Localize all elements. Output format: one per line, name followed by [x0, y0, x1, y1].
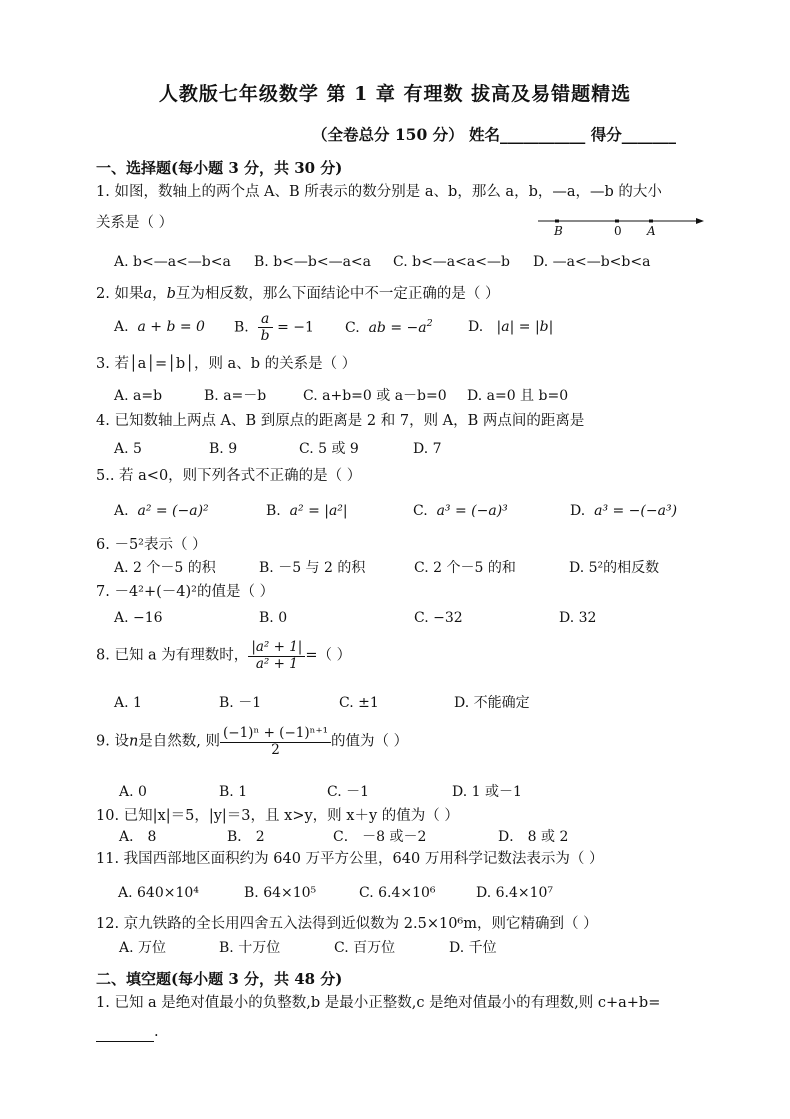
- q6-option-b: B. －5 与 2 的积: [259, 560, 366, 576]
- q8-stem: [96, 640, 351, 672]
- q9-stem-tail: 的值为（ ）: [331, 733, 409, 750]
- page-title: 人教版七年级数学 第 1 章 有理数 拔高及易错题精选: [158, 83, 632, 105]
- q10-option-b: B． 2: [227, 829, 265, 845]
- q5-option-c: [413, 503, 508, 519]
- q9-option-b: B. 1: [219, 784, 248, 800]
- q2-option-c-expr: ab = −a: [368, 320, 427, 336]
- q9-fraction-den: 2: [271, 741, 280, 758]
- q6-option-a: A. 2 个－5 的积: [114, 560, 216, 576]
- q1-option-c: C. b<—a<a<—b: [393, 254, 510, 270]
- number-line-figure: [538, 213, 704, 245]
- q10-option-a: A． 8: [119, 829, 157, 845]
- f1-answer-line: [96, 1024, 159, 1042]
- q1-option-a: A. b<—a<—b<a: [114, 254, 231, 270]
- q2-fraction-num: a: [258, 311, 273, 328]
- q5-option-d-expr: a³ = −(−a³): [594, 503, 678, 519]
- q2-option-b: [234, 311, 314, 344]
- q2-stem-comma: ，: [152, 286, 167, 302]
- q2-option-a: [114, 319, 205, 335]
- section-fill-header: 二、填空题(每小题 3 分，共 48 分): [96, 970, 343, 988]
- tick-b: [555, 220, 559, 223]
- q2-option-b-label: B.: [234, 319, 249, 336]
- q12-option-c: C. 百万位: [334, 940, 396, 956]
- q7-option-a: A. −16: [114, 610, 163, 626]
- q12-option-a: A. 万位: [119, 940, 167, 956]
- q6-stem: 6. －5²表示（ ）: [96, 537, 207, 553]
- tick-a: [649, 220, 653, 223]
- q8-fraction: [248, 640, 305, 672]
- q5-option-d-label: D.: [570, 503, 586, 519]
- q2-stem-tail: 互为相反数，那么下面结论中不一定正确的是（ ）: [175, 286, 500, 302]
- q3-stem: 3. 若│a│=│b│，则 a、b 的关系是（ ）: [96, 356, 357, 372]
- q2-fraction-den: b: [260, 328, 270, 345]
- q10-option-c: C． －8 或－2: [333, 829, 427, 845]
- q2-option-b-tail: = −1: [277, 319, 314, 336]
- q11-option-a: A. 640×10⁴: [118, 885, 199, 901]
- q2-option-c-label: C.: [345, 320, 360, 336]
- q1-stem-line1: 1. 如图，数轴上的两个点 A、B 所表示的数分别是 a、b，那么 a，b，—a，—b 的大小: [96, 184, 662, 200]
- q2-option-b-fraction: [258, 311, 273, 344]
- q2-stem-head: 2. 如果: [96, 286, 144, 302]
- q1-stem-line2: 关系是（ ）: [96, 215, 174, 231]
- q9-stem-mid: 是自然数, 则: [138, 733, 221, 750]
- q5-option-b-label: B.: [266, 503, 281, 519]
- q10-stem: 10. 已知|x|＝5，|y|＝3，且 x>y，则 x＋y 的值为（ ）: [96, 808, 459, 824]
- q8-option-a: A. 1: [114, 695, 142, 711]
- axis-label-a: A: [647, 224, 656, 238]
- q9-option-c: C. －1: [327, 784, 370, 800]
- q8-stem-head: 8. 已知 a 为有理数时，: [96, 647, 249, 664]
- q2-var-a: a: [143, 286, 153, 302]
- q8-option-b: B. －1: [219, 695, 262, 711]
- q11-option-b: B. 64×10⁵: [244, 885, 317, 901]
- q5-option-a-expr: a² = (−a)²: [137, 503, 209, 519]
- q2-option-a-label: A.: [114, 319, 129, 335]
- q12-option-b: B. 十万位: [219, 940, 281, 956]
- q4-option-c: C. 5 或 9: [299, 441, 359, 457]
- q5-option-a-label: A.: [114, 503, 129, 519]
- q8-fraction-num: |a² + 1|: [248, 640, 305, 657]
- q3-option-b: B. a=－b: [204, 388, 267, 404]
- q1-option-b: B. b<—b<—a<a: [254, 254, 371, 270]
- q3-option-a: A. a=b: [114, 388, 163, 404]
- q8-fraction-den: a² + 1: [255, 655, 298, 672]
- q9-fraction: [220, 726, 331, 758]
- q6-option-d: D. 5²的相反数: [569, 560, 660, 576]
- q9-stem-head: 9. 设: [96, 733, 129, 750]
- q7-stem: 7. －4²+(－4)²的值是（ ）: [96, 584, 275, 600]
- q11-stem: 11. 我国西部地区面积约为 640 万平方公里，640 万用科学记数法表示为（ ）: [96, 851, 604, 867]
- q5-option-d: [570, 503, 677, 519]
- q8-option-c: C. ±1: [339, 695, 379, 711]
- f1-stem: 1. 已知 a 是绝对值最小的负整数,b 是最小正整数,c 是绝对值最小的有理数,则 c+a+b=: [96, 995, 661, 1011]
- section-choice-header: 一、选择题(每小题 3 分，共 30 分): [96, 159, 343, 177]
- q5-option-c-expr: a³ = (−a)³: [436, 503, 508, 519]
- f1-tail: .: [154, 1024, 159, 1040]
- q2-stem: [96, 286, 500, 303]
- q4-option-b: B. 9: [209, 441, 238, 457]
- q9-stem: [96, 726, 408, 758]
- q4-option-a: A. 5: [114, 441, 142, 457]
- q2-option-d-label: D.: [468, 319, 484, 335]
- q10-option-d: D． 8 或 2: [498, 829, 569, 845]
- q3-option-c: C. a+b=0 或 a－b=0: [303, 388, 447, 404]
- q12-option-d: D. 千位: [449, 940, 497, 956]
- q7-option-b: B. 0: [259, 610, 288, 626]
- q5-option-b: [266, 503, 348, 519]
- q1-option-d: D. —a<—b<b<a: [533, 254, 651, 270]
- q9-fraction-num: (−1)ⁿ + (−1)ⁿ⁺¹: [220, 726, 331, 743]
- q7-option-d: D. 32: [559, 610, 597, 626]
- q8-option-d: D. 不能确定: [454, 695, 530, 711]
- q5-option-b-expr: a² = |a²|: [289, 503, 348, 519]
- q9-option-a: A. 0: [119, 784, 147, 800]
- q2-option-c-sup: 2: [426, 318, 433, 329]
- axis-label-zero: 0: [614, 224, 622, 238]
- tick-zero: [615, 220, 619, 223]
- q11-option-d: D. 6.4×10⁷: [476, 885, 554, 901]
- q2-option-d-expr: |a| = |b|: [496, 319, 554, 335]
- f1-answer-blank[interactable]: [96, 1024, 154, 1042]
- q2-var-b: b: [166, 286, 176, 302]
- q5-stem: 5.. 若 a<0，则下列各式不正确的是（ ）: [96, 468, 362, 484]
- q6-option-c: C. 2 个－5 的和: [414, 560, 516, 576]
- q4-option-d: D. 7: [413, 441, 442, 457]
- number-line-arrow: [696, 218, 704, 224]
- q4-stem: 4. 已知数轴上两点 A、B 到原点的距离是 2 和 7，则 A，B 两点间的距离是: [96, 413, 585, 429]
- q9-option-d: D. 1 或－1: [452, 784, 522, 800]
- q2-option-a-expr: a + b = 0: [137, 319, 205, 335]
- q8-stem-tail: =（ ）: [305, 647, 352, 664]
- q5-option-a: [114, 503, 209, 519]
- q9-var-n: n: [128, 733, 139, 750]
- q3-option-d: D. a=0 且 b=0: [467, 388, 569, 404]
- q2-option-c: [345, 319, 433, 336]
- q11-option-c: C. 6.4×10⁶: [359, 885, 436, 901]
- q7-option-c: C. −32: [414, 610, 463, 626]
- q5-option-c-label: C.: [413, 503, 428, 519]
- q12-stem: 12. 京九铁路的全长用四舍五入法得到近似数为 2.5×10⁶m，则它精确到（ ）: [96, 916, 598, 932]
- axis-label-b: B: [554, 224, 563, 238]
- score-name-line: （全卷总分 150 分） 姓名___________ 得分_______: [312, 125, 676, 144]
- q2-option-d: [468, 319, 553, 335]
